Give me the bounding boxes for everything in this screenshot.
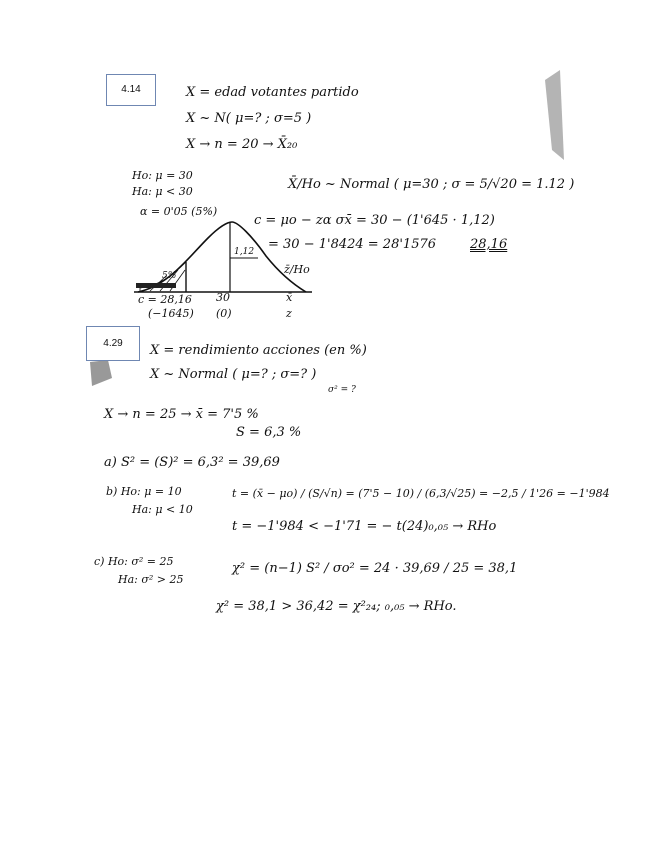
- part-a-variance: a) S² = (S)² = 6,3² = 39,69: [104, 455, 280, 470]
- distribution-line: X ~ N( μ=? ; σ=5 ): [186, 111, 312, 126]
- significance-level: α = 0'05 (5%): [140, 205, 218, 218]
- part-c-decision: χ² = 38,1 > 36,42 = χ²₂₄; ₀,₀₅ → RHo.: [216, 599, 457, 614]
- sample-line: X → n = 20 → X̄₂₀: [186, 137, 298, 152]
- variable-definition: X = edad votantes partido: [186, 85, 359, 100]
- part-c-alt-hypothesis: Ha: σ² > 25: [118, 573, 184, 586]
- mean-z-label: (0): [216, 307, 232, 320]
- problem-number: 4.14: [121, 84, 141, 95]
- distribution-line: X ~ Normal ( μ=? ; σ=? ): [150, 367, 317, 382]
- critical-point-label: c = 28,16: [138, 293, 192, 306]
- sample-line: X → n = 25 → x̄ = 7'5 %: [104, 407, 259, 422]
- part-c-chi-square: χ² = (n−1) S² / σo² = 24 · 39,69 / 25 = 38,1: [232, 561, 518, 576]
- null-hypothesis: Ho: μ = 30: [132, 169, 193, 182]
- sampling-distribution: X̄/Ho ~ Normal ( μ=30 ; σ = 5/√20 = 1.12 ): [288, 177, 575, 192]
- variance-unknown: σ² = ?: [328, 385, 356, 395]
- standard-error-label: 1,12: [234, 247, 255, 257]
- statistic-under-h0: z̄/Ho: [284, 263, 310, 276]
- tail-percentage: 5%: [162, 271, 177, 281]
- mean-tick-label: 30: [216, 291, 230, 304]
- xbar-axis-label: x̄: [286, 291, 293, 304]
- problem-label-4-29: [86, 326, 140, 361]
- part-b-null-hypothesis: b) Ho: μ = 10: [106, 485, 182, 498]
- alt-hypothesis: Ha: μ < 30: [132, 185, 193, 198]
- critical-value-rounded: 28,16: [470, 237, 508, 252]
- critical-z-label: (−1645): [148, 307, 194, 320]
- sample-sd: S = 6,3 %: [236, 425, 302, 440]
- problem-number: 4.29: [103, 338, 123, 349]
- part-c-null-hypothesis: c) Ho: σ² = 25: [94, 555, 174, 568]
- critical-value-formula: c = μo − zα σx̄ = 30 − (1'645 · 1,12): [254, 213, 495, 228]
- part-b-t-statistic: t = (x̄ − μo) / (S/√n) = (7'5 − 10) / (6,3/√25) = −2,5 / 1'26 = −1'984: [232, 487, 610, 500]
- part-b-decision: t = −1'984 < −1'71 = − t(24)₀,₀₅ → RHo: [232, 519, 497, 534]
- part-b-alt-hypothesis: Ha: μ < 10: [132, 503, 193, 516]
- z-axis-label: z: [286, 307, 292, 320]
- variable-definition: X = rendimiento acciones (en %): [150, 343, 367, 358]
- critical-value-result: = 30 − 1'8424 = 28'1576: [268, 237, 437, 252]
